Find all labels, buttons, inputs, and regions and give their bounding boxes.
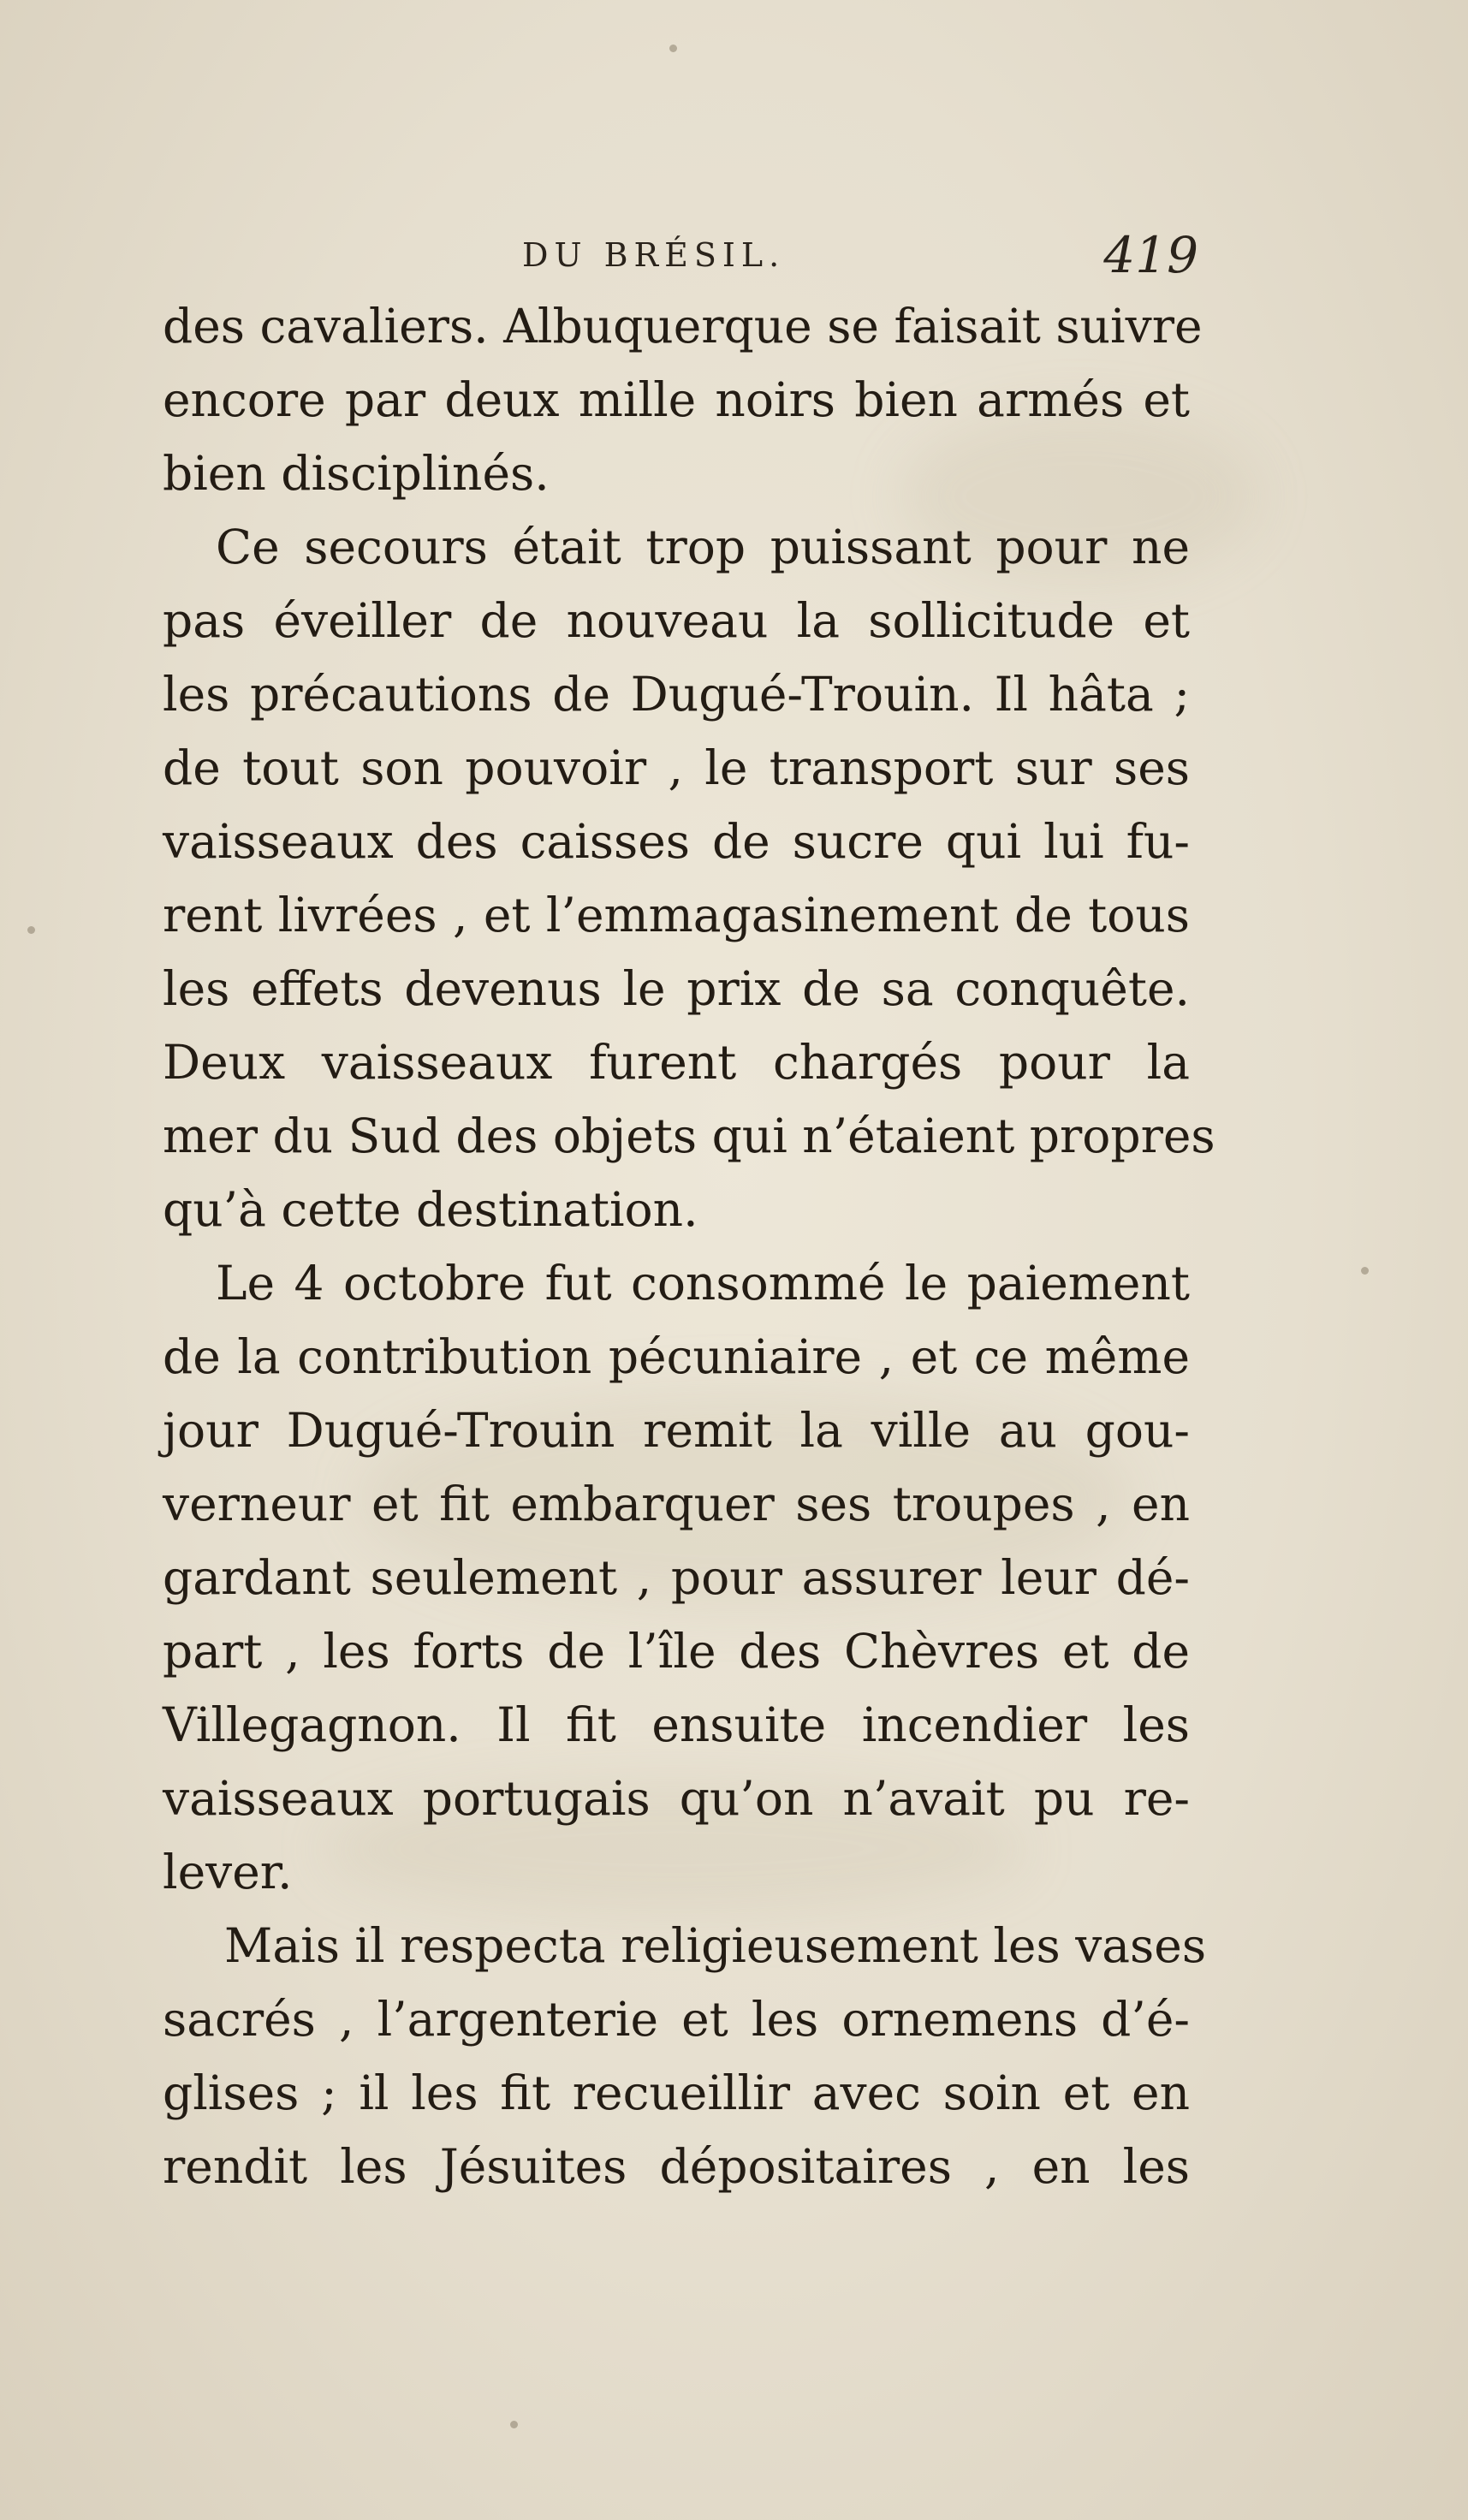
text-line: jour Dugué-Trouin remit la ville au gou- <box>163 1403 1190 1458</box>
text-line: pas éveiller de nouveau la sollicitude et <box>163 593 1190 648</box>
text-line: sacrés , l’argenterie et les ornemens d’é- <box>163 1992 1190 2047</box>
text-line: rent livrées , et l’emmagasinement de tous <box>163 888 1190 942</box>
text-line: rendit les Jésuites dépositaires , en les <box>163 2139 1190 2194</box>
paper-fleck <box>27 926 35 934</box>
text-line: Mais il respecta religieusement les vases <box>224 1918 1207 1973</box>
text-line: bien disciplinés. <box>163 446 550 501</box>
text-line: les précautions de Dugué-Trouin. Il hâta ; <box>163 667 1190 722</box>
text-line: glises ; il les fit recueillir avec soin et en <box>163 2065 1190 2120</box>
text-line: Deux vaisseaux furent chargés pour la <box>163 1035 1190 1090</box>
text-line: des cavaliers. Albuquerque se faisait suivre <box>163 299 1203 354</box>
text-line: Ce secours était trop puissant pour ne <box>216 520 1190 574</box>
text-line: les effets devenus le prix de sa conquête. <box>163 961 1190 1016</box>
page-number: 419 <box>1103 226 1198 284</box>
text-line: vaisseaux des caisses de sucre qui lui fu- <box>163 814 1190 869</box>
text-line: Le 4 octobre fut consommé le paiement <box>216 1256 1190 1311</box>
text-line: mer du Sud des objets qui n’étaient propres <box>163 1108 1215 1163</box>
running-head-title: DU BRÉSIL. <box>522 236 786 274</box>
text-line: de la contribution pécuniaire , et ce même <box>163 1329 1190 1384</box>
text-line: verneur et fit embarquer ses troupes , en <box>163 1477 1190 1531</box>
running-head <box>163 226 1198 289</box>
text-line: qu’à cette destination. <box>163 1182 698 1237</box>
text-line: part , les forts de l’île des Chèvres et de <box>163 1624 1190 1679</box>
text-line: lever. <box>163 1845 293 1899</box>
text-line: Villegagnon. Il fit ensuite incendier les <box>163 1697 1190 1752</box>
text-line: encore par deux mille noirs bien armés et <box>163 372 1190 427</box>
paper-fleck <box>1361 1267 1369 1275</box>
text-line: gardant seulement , pour assurer leur dé- <box>163 1550 1190 1605</box>
body-text <box>163 289 1215 2203</box>
paper-fleck <box>669 45 677 52</box>
paper-fleck <box>510 2421 518 2428</box>
text-line: de tout son pouvoir , le transport sur ses <box>163 740 1190 795</box>
text-line: vaisseaux portugais qu’on n’avait pu re- <box>163 1771 1190 1826</box>
